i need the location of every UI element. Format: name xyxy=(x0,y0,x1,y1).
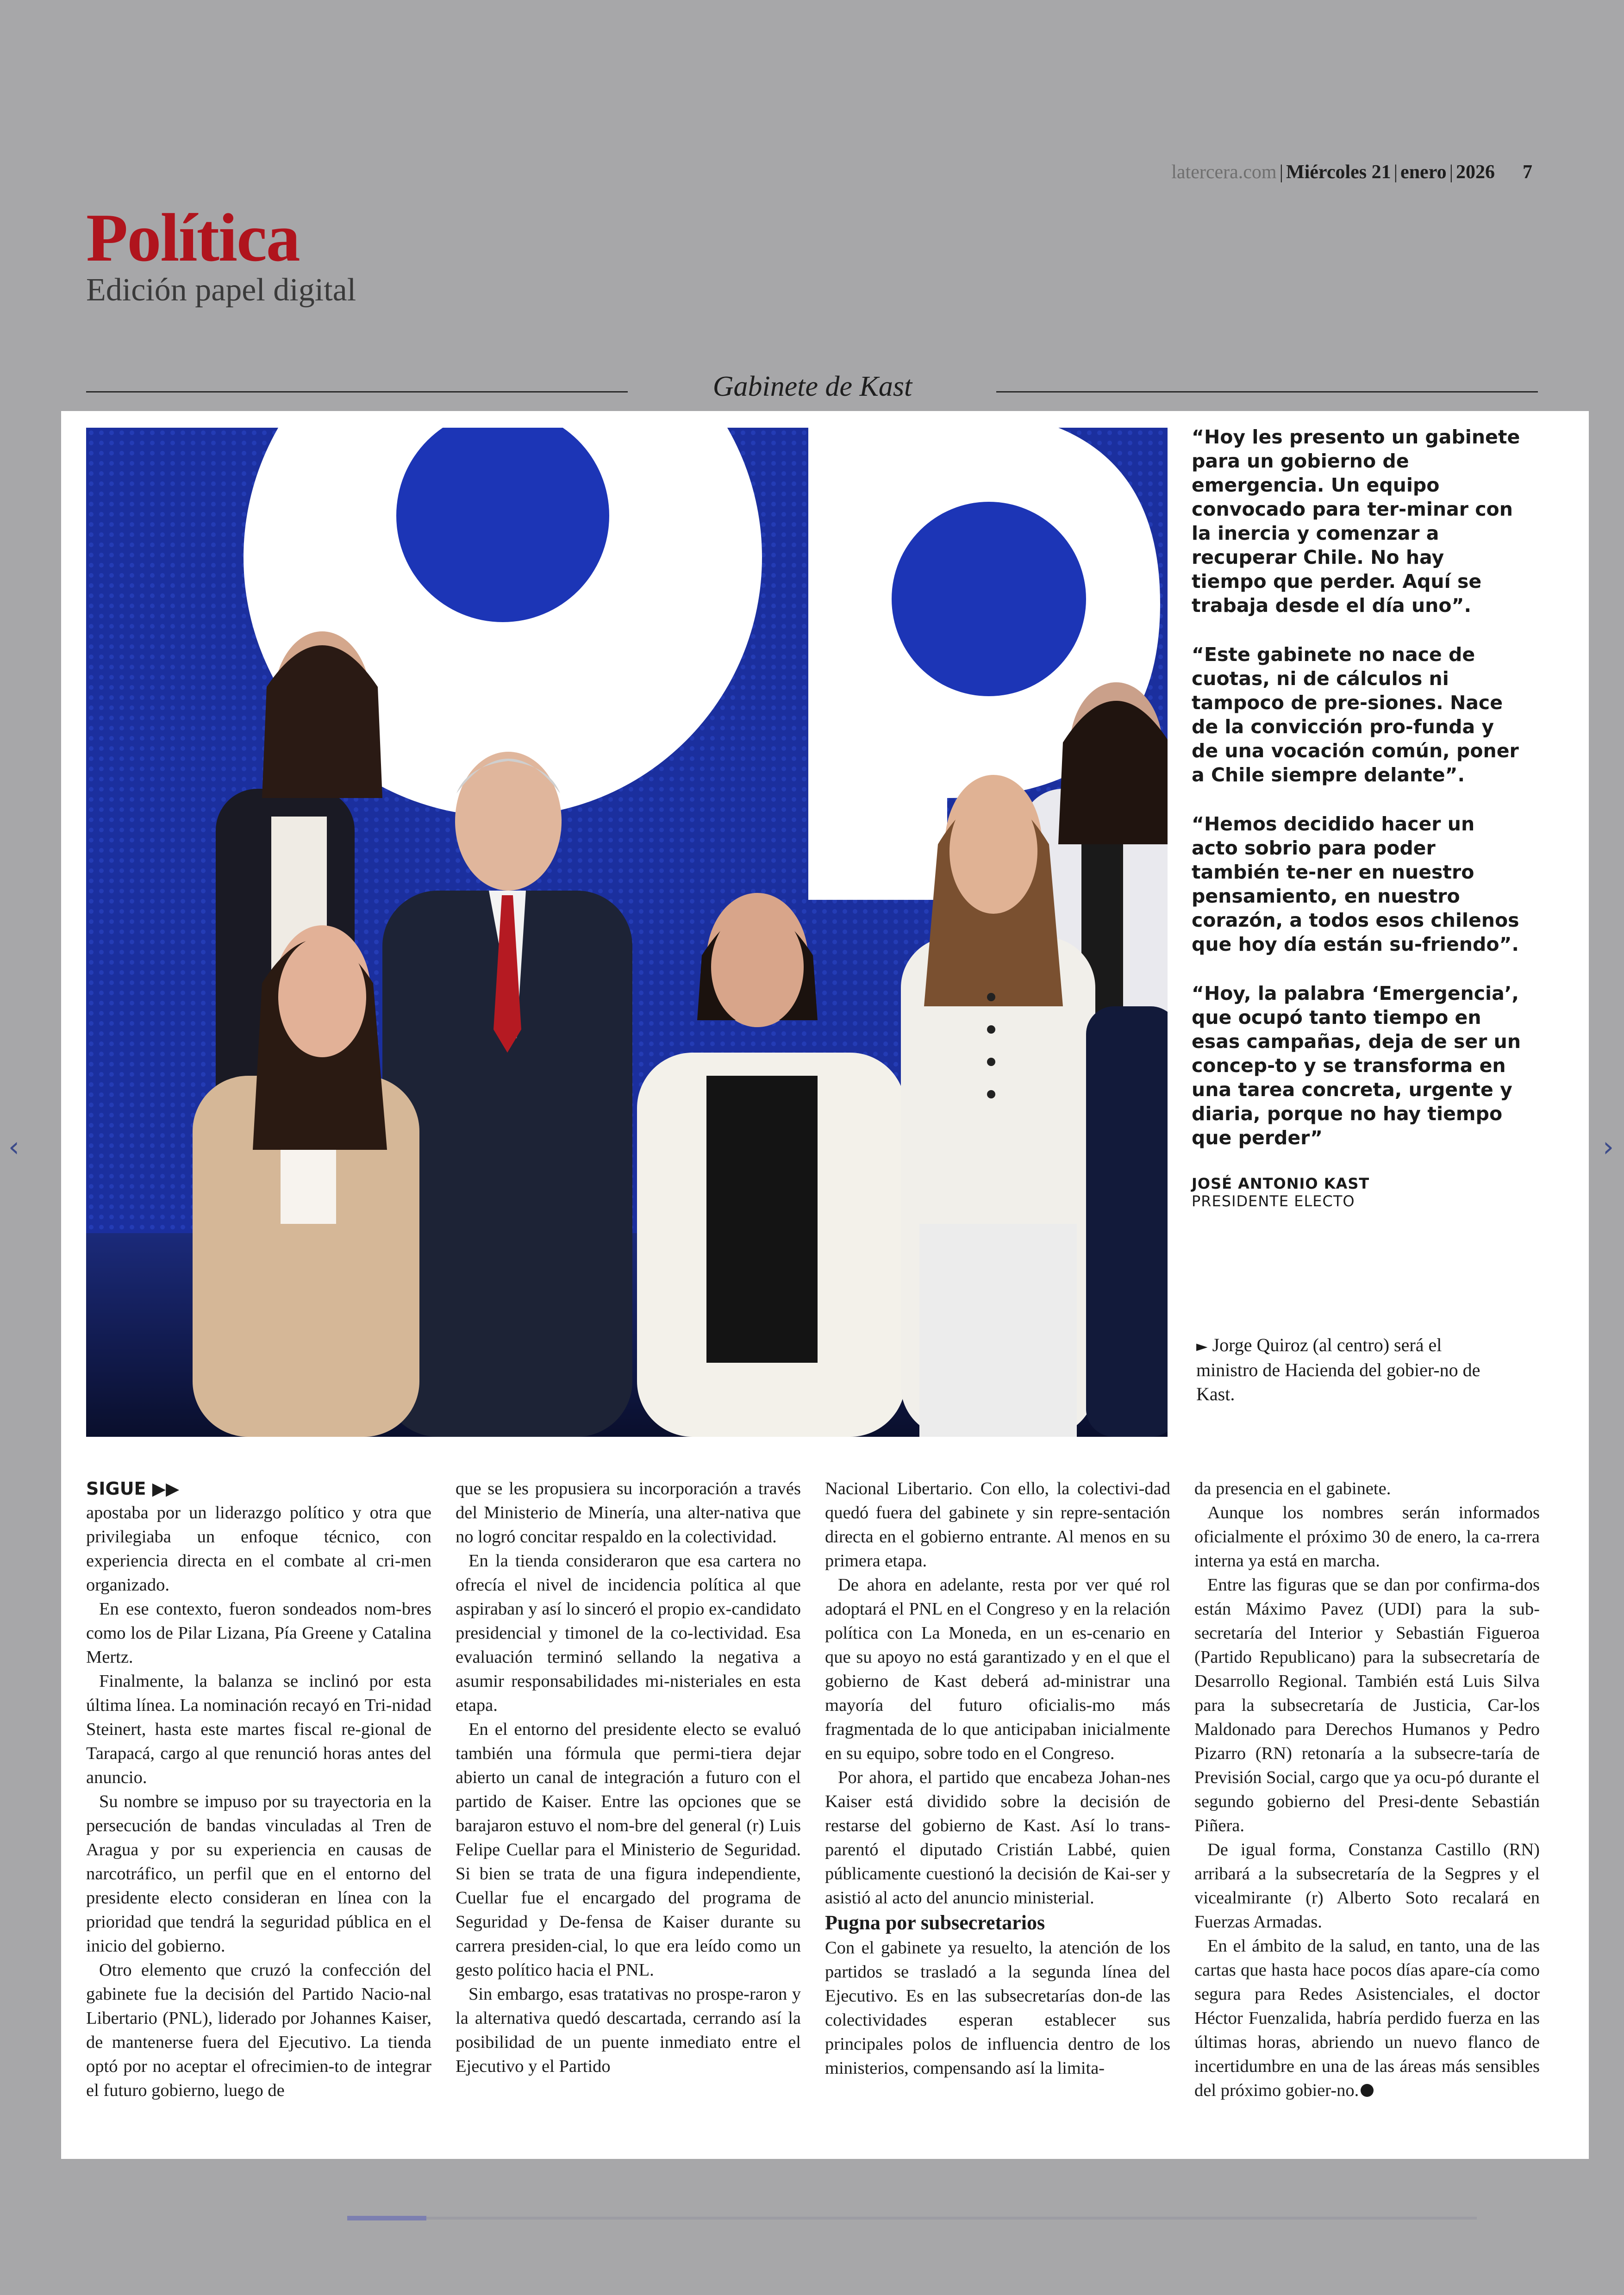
next-page-button[interactable]: › xyxy=(1603,1131,1614,1163)
paragraph: De igual forma, Constanza Castillo (RN) arribará a la subsecretaría de la Segpres y el vicealmirante (r) Alberto Soto recalará en Fuerzas Armadas. xyxy=(1194,1840,1540,1932)
continued-marker: SIGUE ▶▶ xyxy=(86,1478,180,1499)
photo-illustration xyxy=(86,428,1168,1437)
quote-2: “Este gabinete no nace de cuotas, ni de cálculos ni tampoco de pre-siones. Nace de la convicción pro-funda y de una vocación común, poner a Chile siempre delante”. xyxy=(1192,643,1519,786)
paragraph: Sin embargo, esas tratativas no prospe-raron y la alternativa quedó descartada, cerrando así la posibilidad de un puente inmediato entre el Ejecutivo y el Partido xyxy=(456,1984,801,2076)
date-year: 2026 xyxy=(1456,162,1495,183)
edition-subtitle: Edición papel digital xyxy=(86,272,356,308)
section-title: Política xyxy=(86,200,300,276)
article-body xyxy=(86,1477,1540,2102)
date-day: Miércoles 21 xyxy=(1286,162,1391,183)
quote-1: “Hoy les presento un gabinete para un gobierno de emergencia. Un equipo convocado para ter-minar con la inercia y comenzar a recuperar Chile. No hay tiempo que perder. Aquí se trabaja desde el día uno”. xyxy=(1192,426,1520,617)
quote-4: “Hoy, la palabra ‘Emergencia’, que ocupó tanto tiempo en esas campañas, deja de ser un concep-to y se transforma en una tarea concreta, urgente y diaria, porque no hay tiempo que perder” xyxy=(1192,982,1521,1149)
quote-author-name: JOSÉ ANTONIO KAST xyxy=(1192,1175,1370,1192)
paragraph-last xyxy=(1194,1934,1540,2102)
quote-3: “Hemos decidido hacer un acto sobrio para poder también te-ner en nuestro pensamiento, en nuestro corazón, a todos esos chilenos que hoy día están su-friendo”. xyxy=(1192,813,1519,955)
caption-text: Jorge Quiroz (al centro) será el ministro de Hacienda del gobier-no de Kast. xyxy=(1196,1335,1480,1404)
page-number: 7 xyxy=(1523,162,1532,183)
quote-author-role: PRESIDENTE ELECTO xyxy=(1192,1192,1355,1210)
paragraph: En la tienda consideraron que esa cartera no ofrecía el nivel de incidencia política al que aspiraban y así lo sinceró el propio ex-candidato presidencial y timonel de la co-lectividad. Esa evaluación terminó sellando la negativa a asumir responsabilidades mi-nisteriales en esta etapa. xyxy=(456,1551,801,1715)
cabinet-photo xyxy=(86,428,1168,1437)
pull-quotes xyxy=(1192,425,1525,1210)
paragraph: Nacional Libertario. Con ello, la colectivi-dad quedó fuera del gabinete y sin repre-sentación directa en el gobierno entrante. Al menos en su primera etapa. xyxy=(825,1479,1170,1571)
paragraph: En ese contexto, fueron sondeados nom-bres como los de Pilar Lizana, Pía Greene y Catalina Mertz. xyxy=(86,1599,431,1667)
article-column-3 xyxy=(825,1477,1170,2102)
paragraph: Finalmente, la balanza se inclinó por esta última línea. La nominación recayó en Tri-nidad Steinert, hasta este martes fiscal re-gional de Tarapacá, cargo al que renunció horas antes del anuncio. xyxy=(86,1671,431,1787)
paragraph: De ahora en adelante, resta por ver qué rol adoptará el PNL en el Congreso y en la relación política con La Moneda, en un es-cenario en que su apoyo no está garantizado y en el que el gobierno de Kast deberá ad-ministrar una mayoría del futuro oficialis-mo más fragmentada de lo que anticipaban inicialmente en su equipo, sobre todo en el Congreso. xyxy=(825,1575,1170,1763)
kicker-rule-left xyxy=(86,391,628,393)
end-of-article-icon xyxy=(1361,2084,1374,2097)
reading-progress-fill xyxy=(347,2216,426,2220)
subheading: Pugna por subsecretarios xyxy=(825,1911,1045,1934)
paragraph: Entre las figuras que se dan por confirma-dos están Máximo Pavez (UDI) para la sub-secretaría del Interior y Sebastián Figueroa (Partido Republicano) para la subsecretaría de Desarrollo Regional. También está Luis Silva para la subsecretaría de Justicia, Car-los Maldonado para Derechos Humanos y Pedro Pizarro (RN) retonaría a la subsecre-taría de Previsión Social, cargo que ya ocu-pó durante el segundo gobierno del Presi-dente Sebastián Piñera. xyxy=(1194,1575,1540,1835)
paragraph: que se les propusiera su incorporación a través del Ministerio de Minería, una alter-nativa que no logró concitar respaldo en la colectividad. xyxy=(456,1479,801,1547)
caption-arrow-icon: ► xyxy=(1196,1337,1208,1355)
date-month: enero xyxy=(1400,162,1447,183)
kicker-label: Gabinete de Kast xyxy=(712,371,912,402)
paragraph: Aunque los nombres serán informados oficialmente el próximo 30 de enero, la ca-rrera interna ya está en marcha. xyxy=(1194,1503,1540,1571)
paragraph: apostaba por un liderazgo político y otra que privilegiaba un enfoque técnico, con experiencia directa en el combate al cri-men organizado. xyxy=(86,1503,431,1595)
person-far-right xyxy=(1086,1006,1168,1437)
kicker-rule-right xyxy=(996,391,1538,393)
paragraph: En el entorno del presidente electo se evaluó también una fórmula que permi-tiera dejar abierto un canal de integración a futuro con el partido de Kaiser. Entre las opciones que se barajaron estuvo el nom-bre del general (r) Luis Felipe Cuellar para el Ministerio de Seguridad. Si bien se trata de una figura independiente, Cuellar fue el encargado del programa de Seguridad y De-fensa de Kaiser durante su carrera presiden-cial, lo que era leído como un gesto político hacia el PNL. xyxy=(456,1720,801,1980)
site-name: latercera.com xyxy=(1171,162,1277,183)
article-column-2 xyxy=(456,1477,801,2102)
prev-page-button[interactable]: ‹ xyxy=(8,1131,19,1163)
paragraph: Su nombre se impuso por su trayectoria en la persecución de bandas vinculadas al Tren de Aragua y por su experiencia en causas de narcotráfico, un perfil que en el entorno del presidente electo consideran en línea con la prioridad que tendrá la seguridad pública en el inicio del gobierno. xyxy=(86,1792,431,1956)
paragraph: Por ahora, el partido que encabeza Johan-nes Kaiser está dividido sobre la decisión de restarse del gobierno de Kast. Así lo trans-parentó el diputado Cristián Labbé, quien públicamente cuestionó la decisión de Kai-ser y asistió al acto del anuncio ministerial. xyxy=(825,1768,1170,1908)
masthead-dateline: latercera.com | Miércoles 21 | enero | 2026 7 xyxy=(1171,162,1532,183)
article-column-4 xyxy=(1194,1477,1540,2102)
photo-caption xyxy=(1196,1333,1493,1406)
paragraph: da presencia en el gabinete. xyxy=(1194,1479,1391,1498)
paragraph: Otro elemento que cruzó la confección del gabinete fue la decisión del Partido Nacio-nal Libertario (PNL), liderado por Johannes Kaiser, de mantenerse fuera del Ejecutivo. La tienda optó por no aceptar el ofrecimien-to de integrar el futuro gobierno, luego de xyxy=(86,1960,431,2100)
paragraph: Con el gabinete ya resuelto, la atención de los partidos se trasladó a la segunda línea del Ejecutivo. Es en las subsecretarías don-de las colectividades esperan establecer sus principales polos de influencia dentro de los ministerios, compensando así la limita- xyxy=(825,1938,1170,2078)
article-column-1 xyxy=(86,1477,431,2102)
reading-progress-track[interactable] xyxy=(347,2217,1477,2220)
paragraph-text: En el ámbito de la salud, en tanto, una de las cartas que hasta hace pocos días apare-cía como segura para Redes Asistenciales, el doctor Héctor Fuenzalida, habría perdido fuerza en las últimas horas, abriendo un nuevo flanco de incertidumbre en una de las áreas más sensibles del próximo gobier-no. xyxy=(1194,1936,1540,2100)
